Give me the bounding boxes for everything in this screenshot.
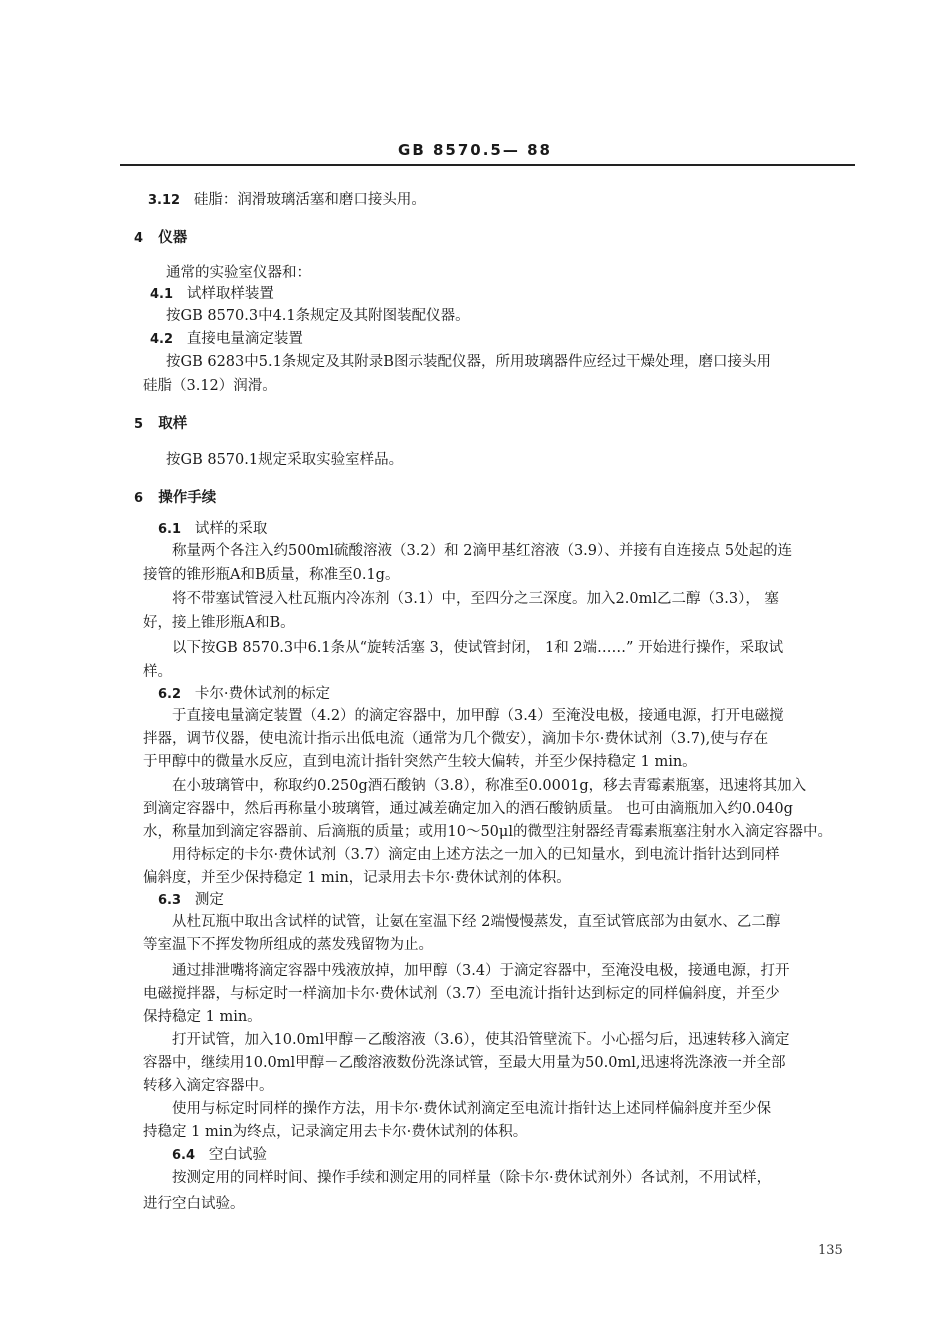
clause-6-2-line: 拌器，调节仪器，使电流计指示出低电流（通常为几个微安），滴加卡尔·费休试剂（3.7),使与存在	[143, 731, 769, 747]
clause-6-3-line: 通过排泄嘴将滴定容器中残液放掉，加甲醇（3.4）于滴定容器中，至淹没电极，接通电源，打开	[172, 963, 790, 979]
clause-title: 直接电量滴定装置	[186, 331, 303, 347]
section-title: 操作手续	[158, 489, 217, 506]
clause-6-1-line: 接管的锥形瓶A和B质量，称准至0.1g。	[143, 567, 400, 583]
clause-6-1-line: 样。	[143, 664, 172, 680]
section-5-heading	[134, 414, 187, 435]
clause-4-2-heading	[150, 329, 303, 350]
clause-number: 6.2	[158, 687, 182, 702]
clause-6-3-line: 保持稳定 1 min。	[143, 1009, 262, 1025]
clause-6-1-line: 以下按GB 8570.3中6.1条从“旋转活塞 3，使试管封闭， 1和 2端……” 开始进行操作，采取试	[172, 640, 784, 656]
clause-6-2-line: 用待标定的卡尔·费休试剂（3.7）滴定由上述方法之一加入的已知量水，到电流计指针达到同样	[172, 847, 780, 863]
clause-6-2-line: 于甲醇中的微量水反应，直到电流计指针突然产生较大偏转，并至少保持稳定 1 min。	[143, 754, 697, 770]
clause-4-1-heading	[150, 284, 274, 305]
clause-4-2-line: 硅脂（3.12）润滑。	[143, 378, 277, 394]
clause-6-4-line: 按测定用的同样时间、操作手续和测定用的同样量（除卡尔·费休试剂外）各试剂，不用试样，	[172, 1170, 772, 1186]
clause-6-1-line: 将不带塞试管浸入杜瓦瓶内冷冻剂（3.1）中，至四分之三深度。加入2.0ml乙二醇（3.3）， 塞	[172, 591, 779, 607]
clause-6-4-heading	[172, 1145, 267, 1166]
clause-3-12	[148, 190, 426, 211]
clause-text: 硅脂：润滑玻璃活塞和磨口接头用。	[193, 192, 426, 208]
section-number: 6	[134, 491, 144, 506]
clause-title: 测定	[194, 892, 224, 908]
clause-number: 6.4	[172, 1148, 196, 1163]
clause-number: 6.1	[158, 522, 182, 537]
clause-number: 4.1	[150, 287, 174, 302]
clause-6-2-line: 在小玻璃管中，称取约0.250g酒石酸钠（3.8），称准至0.0001g，移去青霉素瓶塞，迅速将其加入	[172, 778, 807, 794]
clause-6-3-line: 从杜瓦瓶中取出含试样的试管，让氨在室温下经 2端慢慢蒸发，直至试管底部为由氨水、乙二醇	[172, 914, 781, 930]
clause-6-1-line: 好，接上锥形瓶A和B。	[143, 615, 295, 631]
clause-number: 3.12	[148, 193, 181, 208]
clause-6-3-heading	[158, 890, 224, 911]
clause-6-2-line: 偏斜度，并至少保持稳定 1 min，记录用去卡尔·费休试剂的体积。	[143, 870, 571, 886]
clause-6-1-line: 称量两个各注入约500ml硫酸溶液（3.2）和 2滴甲基红溶液（3.9）、并接有自连接点 5处起的连	[172, 543, 793, 559]
section-4-heading	[134, 228, 187, 249]
section-title: 仪器	[158, 229, 188, 246]
clause-6-2-heading	[158, 684, 330, 705]
clause-6-2-line: 水，称量加到滴定容器前、后滴瓶的质量；或用10～50μl的微型注射器经青霉素瓶塞注射水入滴定容器中。	[143, 824, 832, 840]
clause-6-3-line: 持稳定 1 min为终点，记录滴定用去卡尔·费休试剂的体积。	[143, 1124, 528, 1140]
clause-number: 6.3	[158, 893, 182, 908]
standard-number-header: GB 8570.5— 88	[398, 141, 552, 159]
clause-number: 4.2	[150, 332, 174, 347]
section-number: 5	[134, 417, 144, 432]
clause-6-3-line: 打开试管，加入10.0ml甲醇－乙酸溶液（3.6），使其沿管壁流下。小心摇匀后，迅速转移入滴定	[172, 1032, 790, 1048]
section-6-heading	[134, 488, 216, 509]
clause-4-1-text: 按GB 8570.3中4.1条规定及其附图装配仪器。	[166, 308, 470, 324]
section-4-intro: 通常的实验室仪器和：	[166, 265, 311, 281]
clause-6-3-line: 电磁搅拌器，与标定时一样滴加卡尔·费休试剂（3.7）至电流计指针达到标定的同样偏斜度，并至少	[143, 986, 780, 1002]
clause-6-4-line: 进行空白试验。	[143, 1196, 245, 1212]
clause-6-3-line: 等室温下不挥发物所组成的蒸发残留物为止。	[143, 937, 433, 953]
header-rule	[120, 164, 855, 166]
clause-4-2-line: 按GB 6283中5.1条规定及其附录B图示装配仪器，所用玻璃器件应经过干燥处理，磨口接头用	[166, 354, 771, 370]
clause-title: 试样取样装置	[186, 286, 274, 302]
section-title: 取样	[158, 415, 188, 432]
clause-title: 空白试验	[208, 1147, 267, 1163]
section-5-text: 按GB 8570.1规定采取实验室样品。	[166, 452, 404, 468]
page-number: 135	[818, 1243, 843, 1258]
section-number: 4	[134, 231, 144, 246]
clause-6-3-line: 使用与标定时同样的操作方法，用卡尔·费休试剂滴定至电流计指针达上述同样偏斜度并至少保	[172, 1101, 772, 1117]
clause-6-3-line: 容器中，继续用10.0ml甲醇－乙酸溶液数份洗涤试管，至最大用量为50.0ml,迅速将洗涤液一并全部	[143, 1055, 786, 1071]
clause-6-2-line: 于直接电量滴定装置（4.2）的滴定容器中，加甲醇（3.4）至淹没电极，接通电源，打开电磁搅	[172, 708, 784, 724]
clause-title: 卡尔·费休试剂的标定	[194, 686, 330, 702]
clause-6-1-heading	[158, 519, 267, 540]
clause-title: 试样的采取	[194, 521, 268, 537]
clause-6-2-line: 到滴定容器中，然后再称量小玻璃管，通过减差确定加入的酒石酸钠质量。 也可由滴瓶加入约0.040g	[143, 801, 793, 817]
clause-6-3-line: 转移入滴定容器中。	[143, 1078, 274, 1094]
